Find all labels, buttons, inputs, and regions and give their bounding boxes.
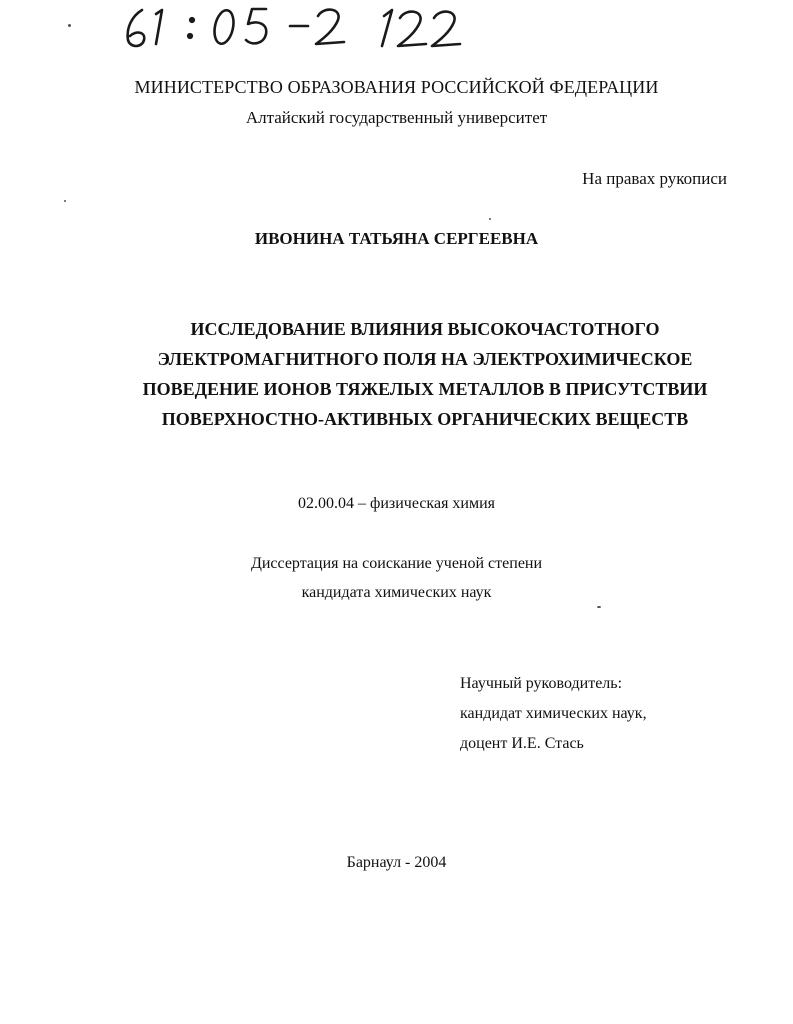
scan-speck bbox=[68, 24, 71, 27]
university-name: Алтайский государственный университет bbox=[245, 108, 548, 127]
scan-speck bbox=[64, 200, 66, 202]
dissertation-title: ИССЛЕДОВАНИЕ ВЛИЯНИЯ ВЫСОКОЧАСТОТНОГО ЭЛЕКТРОМАГНИТНОГО ПОЛЯ НА ЭЛЕКТРОХИМИЧЕСКОЕ ПОВЕДЕНИЕ ИОНОВ ТЯЖЕЛЫХ МЕТАЛЛОВ В ПРИСУТСТВИИ ПОВЕРХНОСТНО-АКТИВНЫХ ОРГАНИЧЕСКИХ ВЕЩЕСТВ bbox=[142, 319, 708, 429]
supervisor-name: доцент И.Е. Стась bbox=[460, 735, 584, 752]
degree-line-2: кандидата химических наук bbox=[301, 584, 492, 601]
degree-line-1: Диссертация на соискание ученой степени bbox=[250, 555, 543, 572]
place-and-year: Барнаул - 2004 bbox=[346, 854, 447, 871]
manuscript-rights-note: На правах рукописи bbox=[582, 169, 727, 188]
ministry-name: МИНИСТЕРСТВО ОБРАЗОВАНИЯ РОССИЙСКОЙ ФЕДЕРАЦИИ bbox=[134, 77, 659, 97]
scan-speck bbox=[489, 218, 491, 220]
handwritten-archive-number bbox=[120, 2, 480, 54]
author-name: ИВОНИНА ТАТЬЯНА СЕРГЕЕВНА bbox=[254, 229, 539, 248]
supervisor-degree: кандидат химических наук, bbox=[460, 705, 647, 722]
specialty-code: 02.00.04 – физическая химия bbox=[297, 495, 496, 512]
scan-speck bbox=[597, 606, 601, 608]
supervisor-label: Научный руководитель: bbox=[460, 675, 623, 692]
